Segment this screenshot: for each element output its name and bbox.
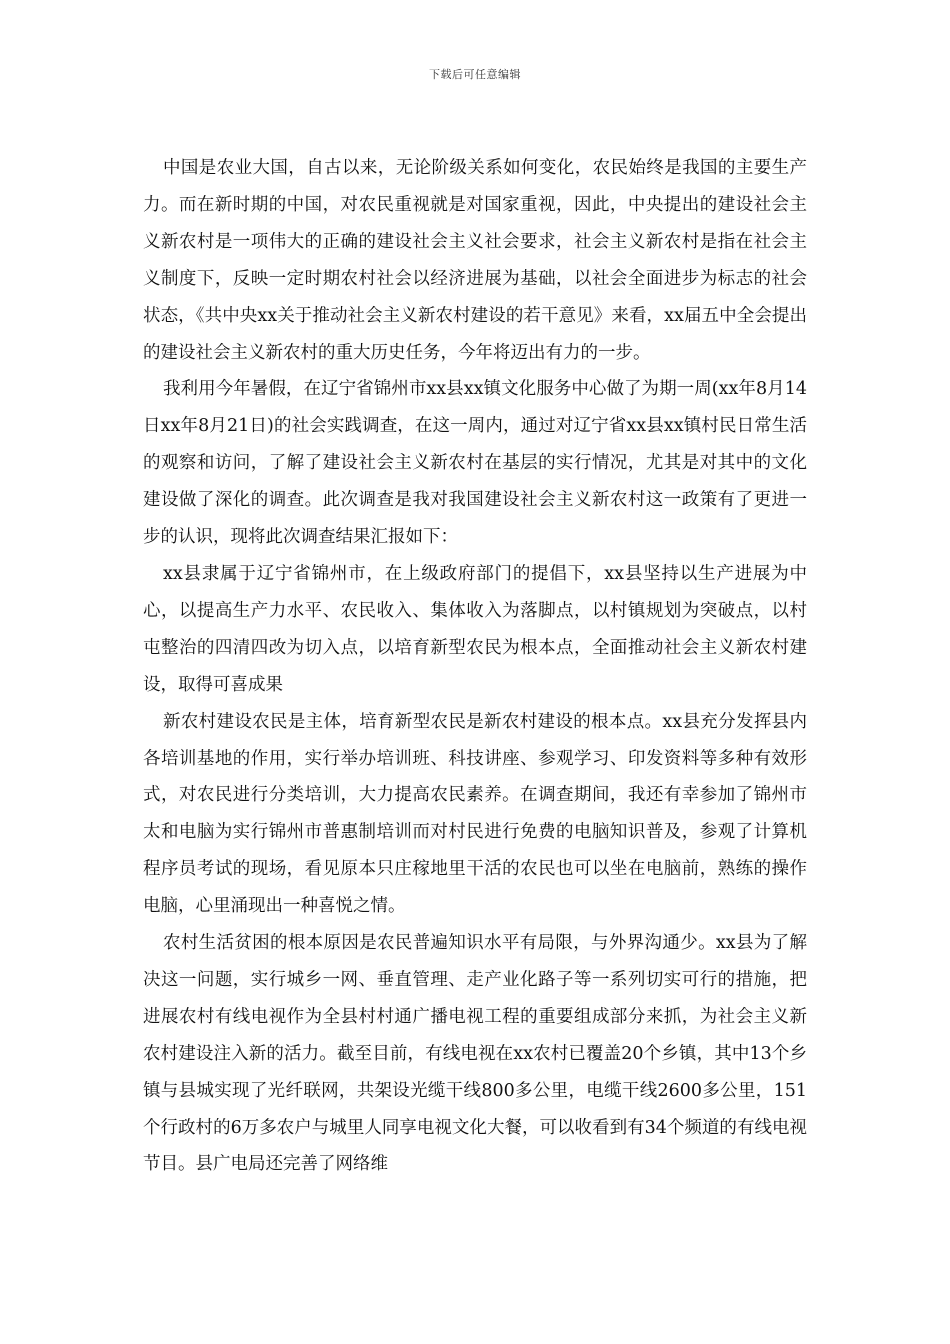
paragraph-5: 农村生活贫困的根本原因是农民普遍知识水平有局限，与外界沟通少。xx县为了解决这一问题，实行城乡一网、垂直管理、走产业化路子等一系列切实可行的措施，把进展农村有线电视作为全县村村通广播电视工程的重要组成部分来抓，为社会主义新农村建设注入新的活力。截至目前，有线电视在xx农村已覆盖20个乡镇，其中13个乡镇与县城实现了光纤联网，共架设光缆干线800多公里，电缆干线2600多公里，151个行政村的6万多农户与城里人同享电视文化大餐，可以收看到有34个频道的有线电视节目。县广电局还完善了网络维 [143,933,807,1175]
paragraph-4: 新农村建设农民是主体，培育新型农民是新农村建设的根本点。xx县充分发挥县内各培训基地的作用，实行举办培训班、科技讲座、参观学习、印发资料等多种有效形式，对农民进行分类培训，大力提高农民素养。在调查期间，我还有幸参加了锦州市太和电脑为实行锦州市普惠制培训而对村民进行免费的电脑知识普及，参观了计算机程序员考试的现场，看见原本只庄稼地里干活的农民也可以坐在电脑前，熟练的操作电脑，心里涌现出一种喜悦之情。 [143,711,807,917]
paragraph-3: xx县隶属于辽宁省锦州市，在上级政府部门的提倡下，xx县坚持以生产进展为中心，以提高生产力水平、农民收入、集体收入为落脚点，以村镇规划为突破点，以村屯整治的四清四改为切入点，以培育新型农民为根本点，全面推动社会主义新农村建设，取得可喜成果 [143,563,807,695]
page-header-note: 下载后可任意编辑 [429,68,521,81]
document-body [143,150,807,1183]
paragraph-2: 我利用今年暑假，在辽宁省锦州市xx县xx镇文化服务中心做了为期一周(xx年8月14日xx年8月21日)的社会实践调查，在这一周内，通过对辽宁省xx县xx镇村民日常生活的观察和访问，了解了建设社会主义新农村在基层的实行情况，尤其是对其中的文化建设做了深化的调查。此次调查是我对我国建设社会主义新农村这一政策有了更进一步的认识，现将此次调查结果汇报如下： [143,379,807,548]
paragraph-1: 中国是农业大国，自古以来，无论阶级关系如何变化，农民始终是我国的主要生产力。而在新时期的中国，对农民重视就是对国家重视，因此，中央提出的建设社会主义新农村是一项伟大的正确的建设社会主义社会要求，社会主义新农村是指在社会主义制度下，反映一定时期农村社会以经济进展为基础，以社会全面进步为标志的社会状态，《共中央xx关于推动社会主义新农村建设的若干意见》来看，xx届五中全会提出的建设社会主义新农村的重大历史任务，今年将迈出有力的一步。 [143,158,807,363]
